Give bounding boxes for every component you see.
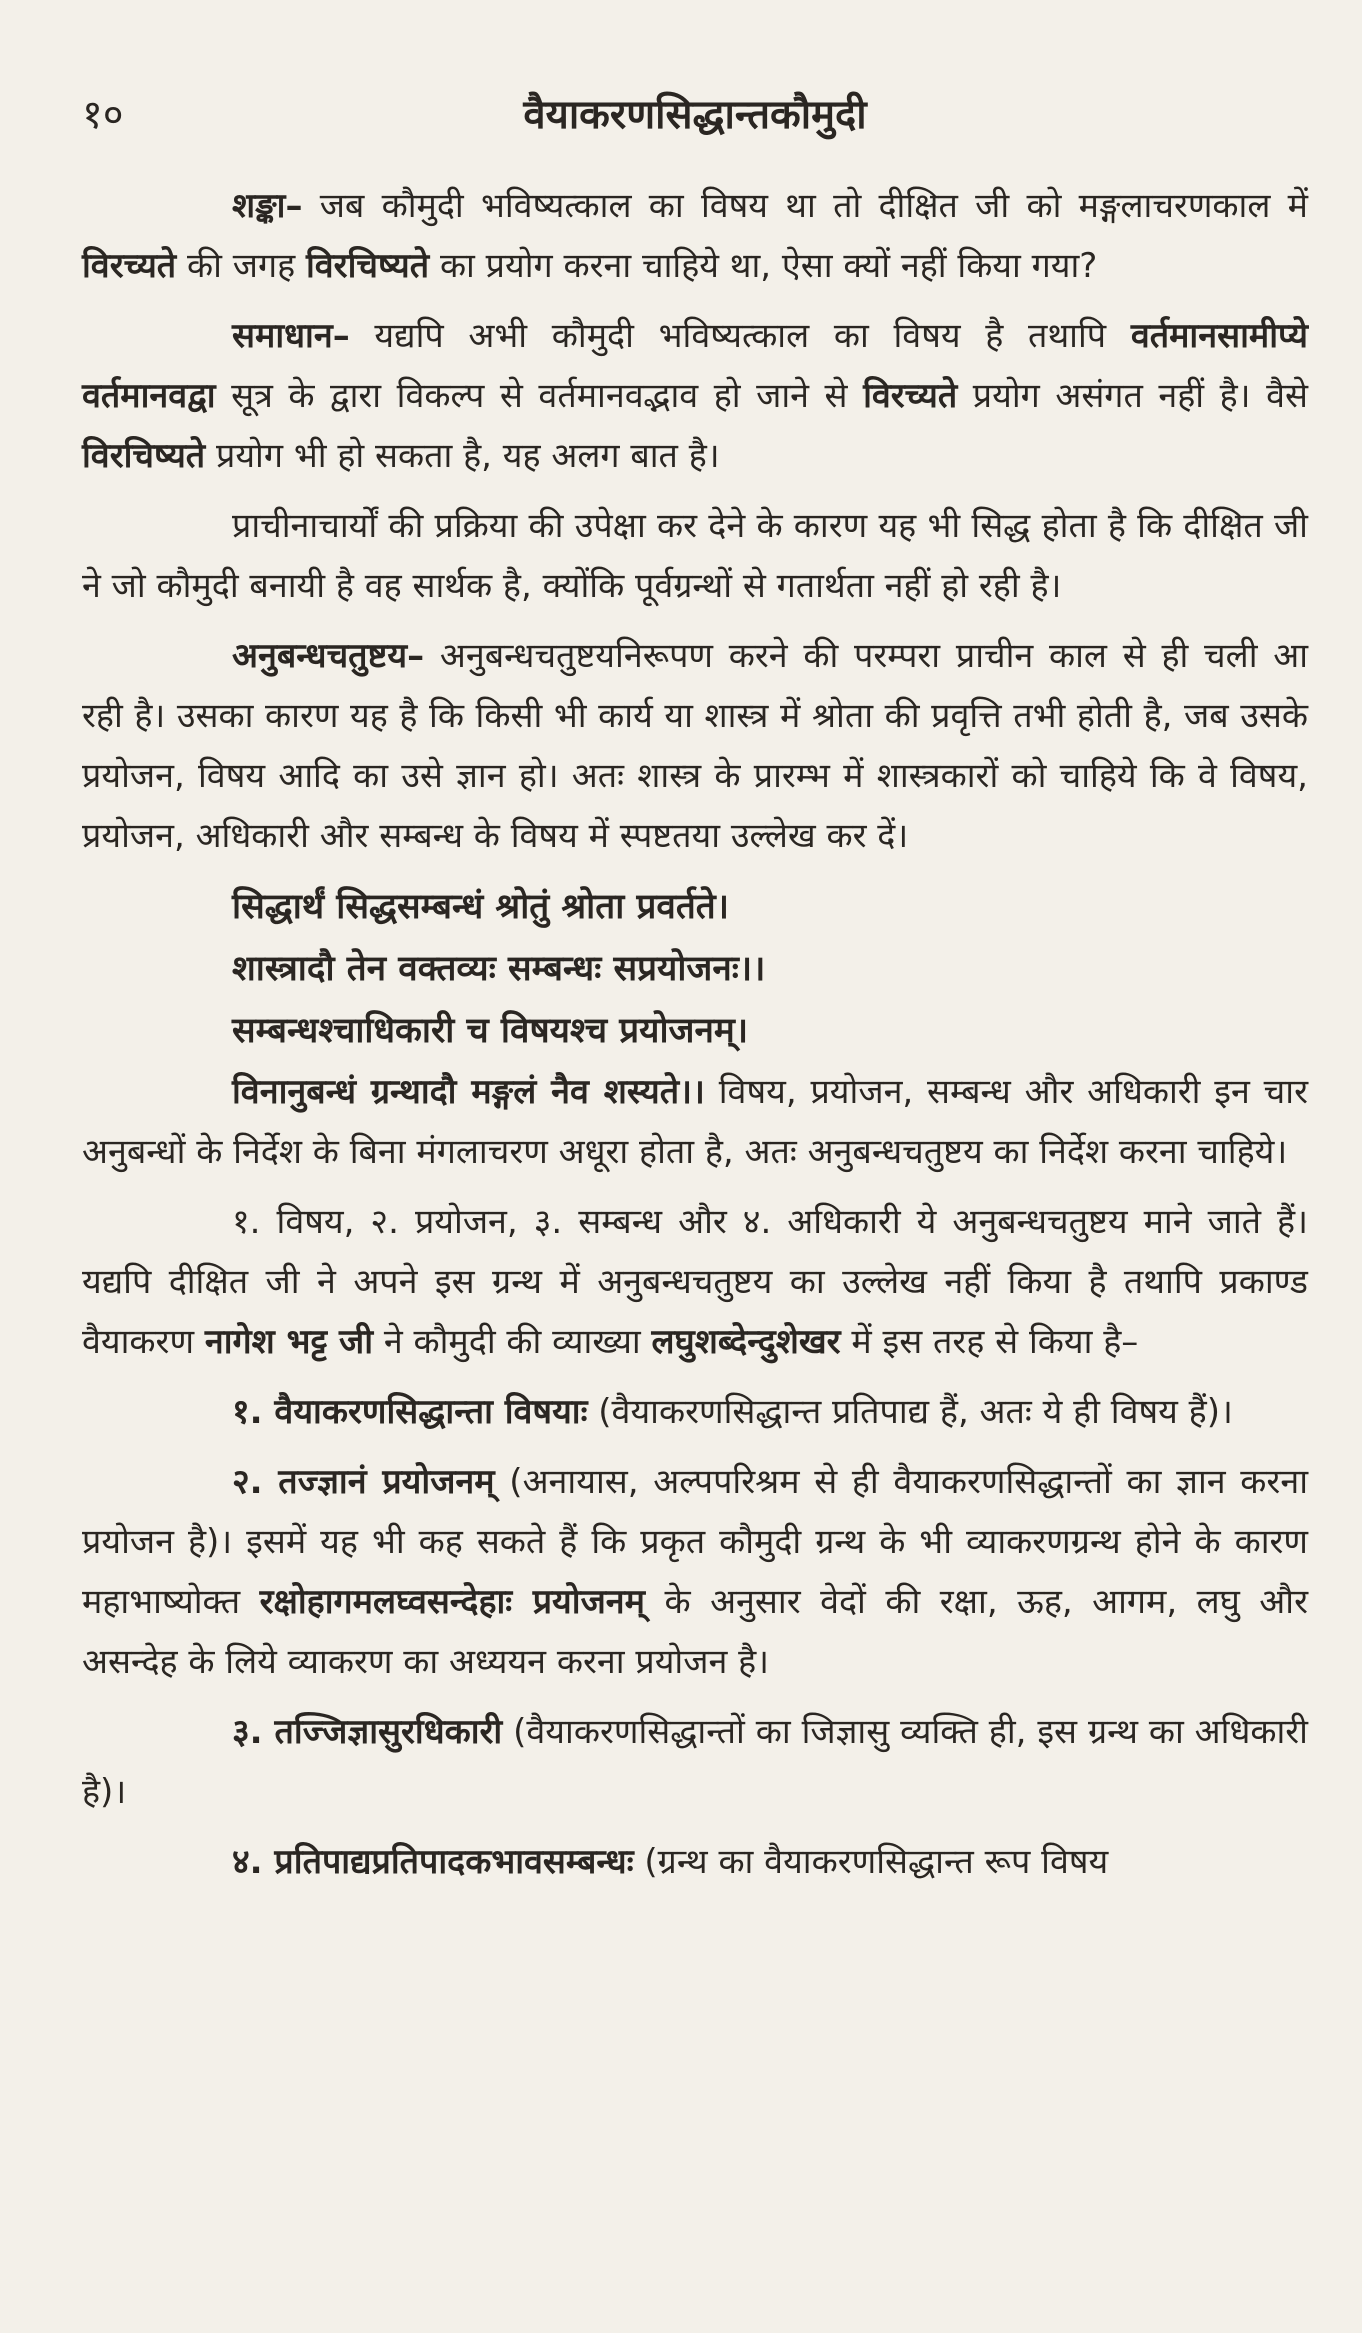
anubandha-paragraph: अनुबन्धचतुष्टय– अनुबन्धचतुष्टयनिरूपण करने की परम्परा प्राचीन काल से ही चली आ रही है। उसका कारण यह है कि किसी भी कार्य या शास्त्र में श्रोता की प्रवृत्ति तभी होती है, जब उसके प्रयोजन, विषय आदि का उसे ज्ञान हो। अतः शास्त्र के प्रारम्भ में शास्त्रकारों को चाहिये कि वे विषय, प्रयोजन, अधिकारी और सम्बन्ध के विषय में स्पष्टतया उल्लेख कर दें।	[82, 636, 1308, 856]
samadhan-term: समाधान–	[232, 316, 350, 356]
anubandha-list-paragraph: १. विषय, २. प्रयोजन, ३. सम्बन्ध और ४. अधिकारी ये अनुबन्धचतुष्टय माने जाते हैं। यद्यपि दीक्षित जी ने अपने इस ग्रन्थ में अनुबन्धचतुष्टय का उल्लेख नहीं किया है तथापि प्रकाण्ड वैयाकरण नागेश भट्ट जी ने कौमुदी की व्याख्या लघुशब्देन्दुशेखर में इस तरह से किया है–	[82, 1202, 1308, 1362]
verse-line: विनानुबन्धं ग्रन्थादौ मङ्गलं नैव शस्यते।।	[232, 1072, 705, 1112]
verse-line: सिद्धार्थं सिद्धसम्बन्धं श्रोतुं श्रोता प्रवर्तते।	[232, 887, 729, 927]
author-name: नागेश भट्ट जी	[204, 1322, 374, 1362]
page-number: १०	[82, 92, 124, 138]
item-vishaya: १. वैयाकरणसिद्धान्ता विषयाः (वैयाकरणसिद्धान्त प्रतिपाद्य हैं, अतः ये ही विषय हैं)।	[232, 1392, 1233, 1432]
page-header	[82, 70, 1308, 160]
shanka-paragraph: शङ्का– जब कौमुदी भविष्यत्काल का विषय था तो दीक्षित जी को मङ्गलाचरणकाल में विरच्यते की जगह विरचिष्यते का प्रयोग करना चाहिये था, ऐसा क्यों नहीं किया गया?	[82, 186, 1308, 286]
verse-line: शास्त्रादौ तेन वक्तव्यः सम्बन्धः सप्रयोजनः।।	[232, 949, 766, 989]
running-title: वैयाकरणसिद्धान्तकौमुदी	[523, 92, 867, 138]
samadhan-paragraph: समाधान– यद्यपि अभी कौमुदी भविष्यत्काल का विषय है तथापि वर्तमानसामीप्ये वर्तमानवद्वा सूत्र के द्वारा विकल्प से वर्तमानवद्भाव हो जाने से विरच्यते प्रयोग असंगत नहीं है। वैसे विरचिष्यते प्रयोग भी हो सकता है, यह अलग बात है।	[82, 316, 1308, 476]
item-adhikari: ३. तज्जिज्ञासुरधिकारी (वैयाकरणसिद्धान्तों का जिज्ञासु व्यक्ति ही, इस ग्रन्थ का अधिकारी है)।	[82, 1712, 1308, 1812]
item-prayojana: २. तज्ज्ञानं प्रयोजनम् (अनायास, अल्पपरिश्रम से ही वैयाकरणसिद्धान्तों का ज्ञान करना प्रयोजन है)। इसमें यह भी कह सकते हैं कि प्रकृत कौमुदी ग्रन्थ के भी व्याकरणग्रन्थ होने के कारण महाभाष्योक्त रक्षोहागमलघ्वसन्देहाः प्रयोजनम् के अनुसार वेदों की रक्षा, ऊह, आगम, लघु और असन्देह के लिये व्याकरण का अध्ययन करना प्रयोजन है।	[82, 1462, 1308, 1682]
prachin-paragraph: प्राचीनाचार्यों की प्रक्रिया की उपेक्षा कर देने के कारण यह भी सिद्ध होता है कि दीक्षित जी ने जो कौमुदी बनायी है वह सार्थक है, क्योंकि पूर्वग्रन्थों से गतार्थता नहीं हो रही है।	[82, 506, 1308, 606]
anubandha-term: अनुबन्धचतुष्टय–	[232, 636, 425, 676]
page-body	[82, 176, 1308, 1892]
verse-line: सम्बन्धश्चाधिकारी च विषयश्च प्रयोजनम्।	[232, 1011, 749, 1051]
book-name: लघुशब्देन्दुशेखर	[651, 1322, 841, 1362]
shanka-term: शङ्का–	[232, 186, 303, 226]
verse-closing-paragraph: विनानुबन्धं ग्रन्थादौ मङ्गलं नैव शस्यते।। विषय, प्रयोजन, सम्बन्ध और अधिकारी इन चार अनुबन्धों के निर्देश के बिना मंगलाचरण अधूरा होता है, अतः अनुबन्धचतुष्टय का निर्देश करना चाहिये।	[82, 1072, 1308, 1172]
item-sambandha: ४. प्रतिपाद्यप्रतिपादकभावसम्बन्धः (ग्रन्थ का वैयाकरणसिद्धान्त रूप विषय	[232, 1842, 1109, 1882]
